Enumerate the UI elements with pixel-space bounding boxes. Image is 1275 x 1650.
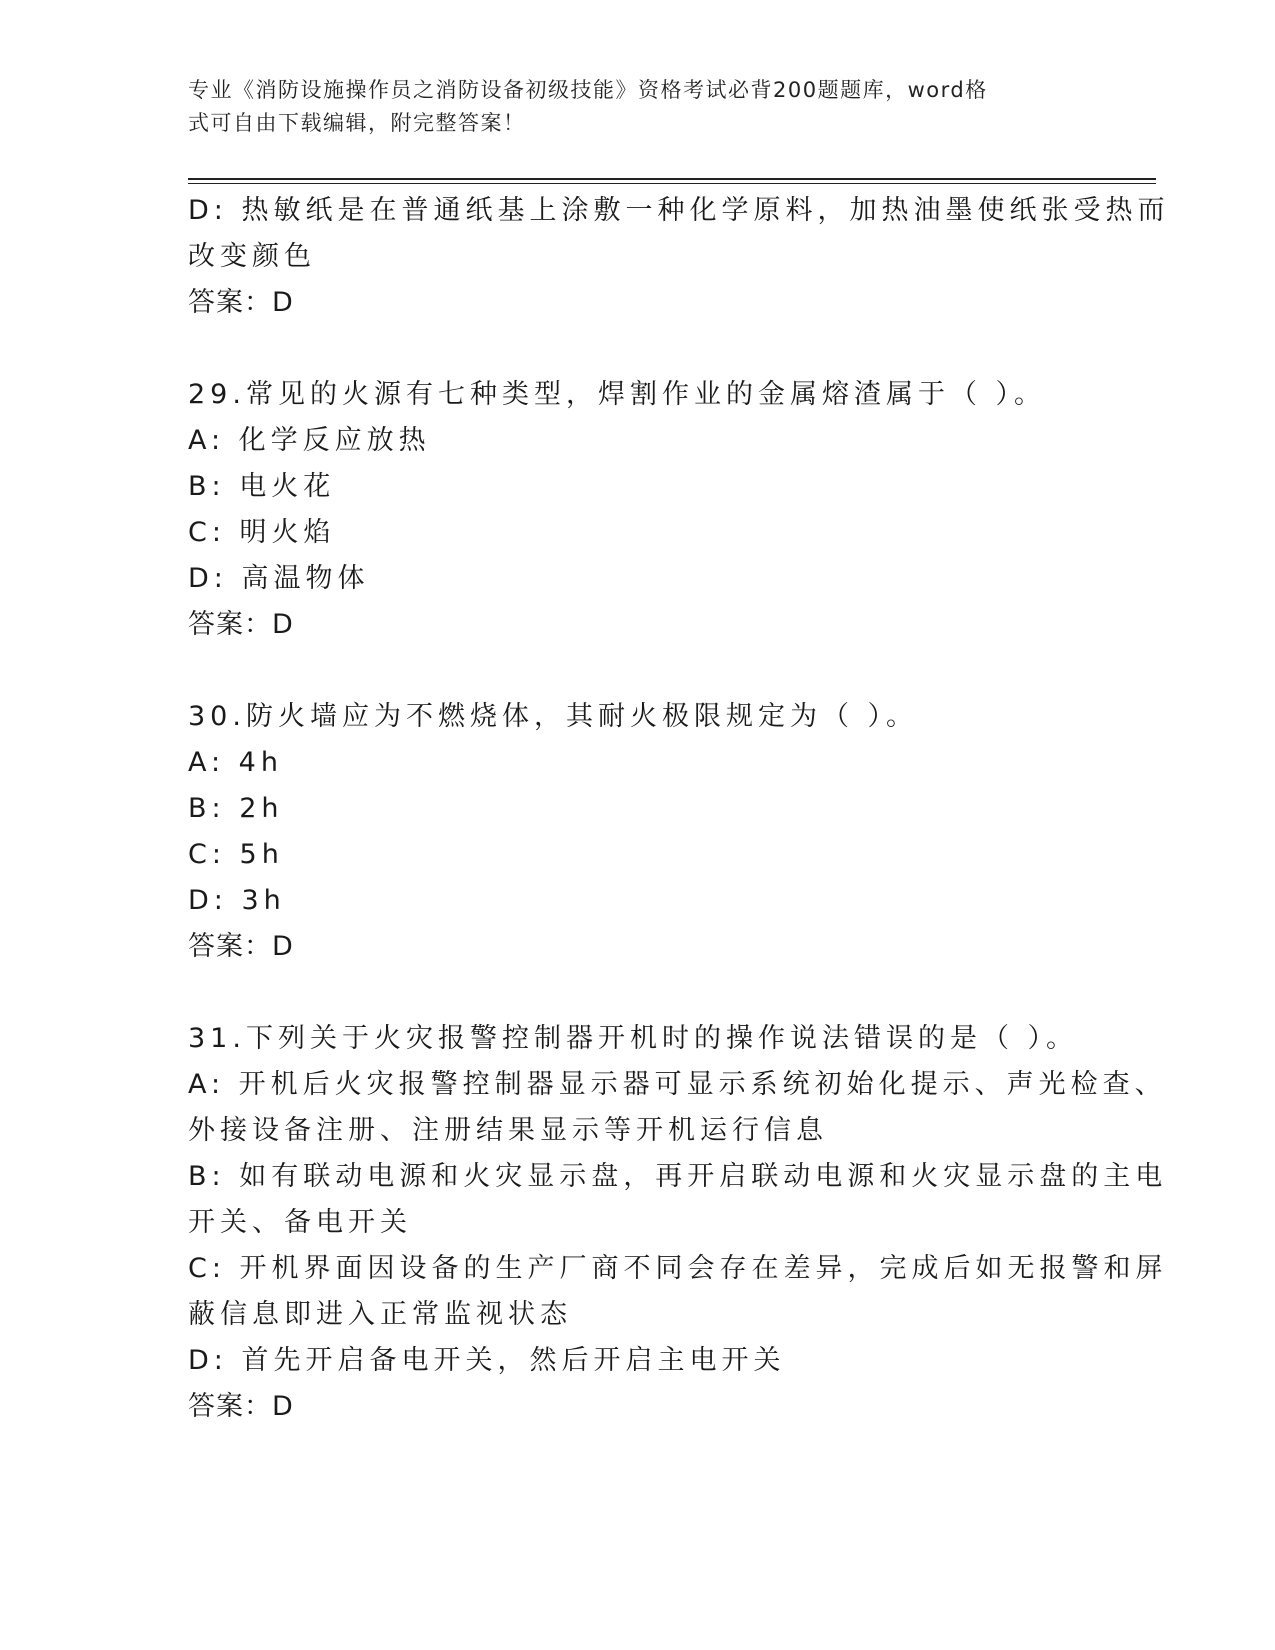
option-a-continued: 外接设备注册、注册结果显示等开机运行信息 bbox=[188, 1115, 828, 1146]
answer-label: 答案： bbox=[188, 609, 272, 640]
option-d-continued: 改变颜色 bbox=[188, 241, 316, 272]
option-b-continued: 开关、备电开关 bbox=[188, 1207, 412, 1238]
option-c: C: 开机界面因设备的生产厂商不同会存在差异，完成后如无报警和屏 bbox=[188, 1253, 1168, 1284]
option-d: D: 热敏纸是在普通纸基上涂敷一种化学原料，加热油墨使纸张受热而 bbox=[188, 195, 1170, 226]
answer-label: 答案： bbox=[188, 1391, 272, 1422]
option-a: A: 4h bbox=[188, 747, 283, 778]
option-d: D: 高温物体 bbox=[188, 563, 370, 594]
question-text: 30.防火墙应为不燃烧体，其耐火极限规定为（ ）。 bbox=[188, 701, 919, 732]
question-29 bbox=[188, 372, 1088, 648]
option-a: A: 开机后火灾报警控制器显示器可显示系统初始化提示、声光检查、 bbox=[188, 1069, 1167, 1100]
option-d: D: 首先开启备电开关，然后开启主电开关 bbox=[188, 1345, 786, 1376]
option-c: C: 明火焰 bbox=[188, 517, 336, 548]
answer-value: D bbox=[272, 931, 294, 962]
question-30 bbox=[188, 694, 1088, 970]
option-b: B: 电火花 bbox=[188, 471, 336, 502]
answer bbox=[188, 280, 1088, 326]
question-31 bbox=[188, 1016, 1168, 1430]
option-b: B: 如有联动电源和火灾显示盘，再开启联动电源和火灾显示盘的主电 bbox=[188, 1161, 1168, 1192]
question-text: 29.常见的火源有七种类型，焊割作业的金属熔渣属于（ ）。 bbox=[188, 379, 1047, 410]
header-divider-thick bbox=[188, 178, 1156, 180]
header-line-2: 式可自由下载编辑，附完整答案！ bbox=[188, 111, 526, 135]
spacer bbox=[188, 648, 1088, 694]
answer-value: D bbox=[272, 609, 294, 640]
answer-label: 答案： bbox=[188, 287, 272, 318]
answer-value: D bbox=[272, 287, 294, 318]
page-header bbox=[188, 74, 1068, 140]
option-b: B: 2h bbox=[188, 793, 284, 824]
answer bbox=[188, 602, 1088, 648]
question-text: 31.下列关于火灾报警控制器开机时的操作说法错误的是（ ）。 bbox=[188, 1023, 1079, 1054]
document-body bbox=[188, 188, 1170, 1430]
header-line-1: 专业《消防设施操作员之消防设备初级技能》资格考试必背200题题库，word格 bbox=[188, 78, 988, 102]
answer bbox=[188, 924, 1088, 970]
answer bbox=[188, 1384, 1088, 1430]
option-d: D: 3h bbox=[188, 885, 286, 916]
answer-value: D bbox=[272, 1391, 294, 1422]
question-28-continued bbox=[188, 188, 1170, 326]
answer-label: 答案： bbox=[188, 931, 272, 962]
option-a: A: 化学反应放热 bbox=[188, 425, 431, 456]
spacer bbox=[188, 326, 1088, 372]
option-c-continued: 蔽信息即进入正常监视状态 bbox=[188, 1299, 572, 1330]
header-divider-thin bbox=[188, 183, 1156, 184]
option-c: C: 5h bbox=[188, 839, 284, 870]
spacer bbox=[188, 970, 1088, 1016]
